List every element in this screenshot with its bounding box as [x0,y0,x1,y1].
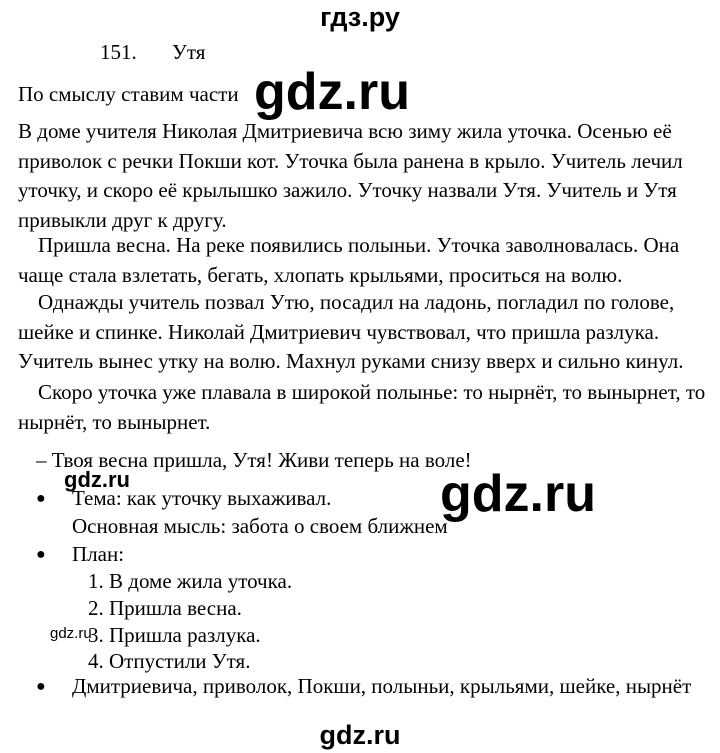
intro-text: По смыслу ставим части [18,82,239,106]
main-idea-text: Основная мысль: забота о своем ближнем [72,514,448,538]
quote-line: – Твоя весна пришла, Утя! Живи теперь на воле! [36,448,472,472]
plan-item-1: 1. В доме жила уточка. [88,569,293,593]
bullet-icon: ● [36,490,46,507]
watermark-middle: gdz.ru [440,465,596,523]
words-list: Дмитриевича, приволок, Покши, полыньи, крыльями, шейке, нырнёт [72,674,692,698]
paragraph-2 [18,231,708,290]
plan-item-2: 2. Пришла весна. [88,596,242,620]
bullet-icon: ● [36,678,46,695]
paragraph-4 [18,378,708,437]
paragraph-4-text: Скоро уточка уже плавала в широкой полынье: то нырнёт, то вынырнет, то нырнёт, то вынырнет. [18,380,706,434]
paragraph-1 [18,117,708,235]
site-footer: gdz.ru [319,720,401,750]
plan-item-4: 4. Отпустили Утя. [88,649,251,673]
bullet-icon: ● [36,546,46,563]
site-header: гдз.ру [320,2,400,32]
plan-item-3: 3. Пришла разлука. [88,623,261,647]
watermark-small: gdz.ru [64,467,130,492]
exercise-number: 151. [100,40,137,64]
paragraph-2-text: Пришла весна. На реке появились полыньи. Уточка заволновалась. Она чаще стала взлетать, бегать, хлопать крыльями, проситься на волю. [18,233,680,287]
paragraph-3 [18,288,708,377]
watermark-tiny: gdz.ru [50,625,92,642]
watermark-top: gdz.ru [254,63,410,121]
exercise-title: Утя [172,40,206,64]
plan-label: План: [72,542,125,566]
paragraph-1-text: В доме учителя Николая Дмитриевича всю зиму жила уточка. Осенью её приволок с речки Покши кот. Уточка была ранена в крыло. Учитель лечил уточку, и скоро её крылышко зажило. Уточку назвали Утя. Учитель и Утя привыкли друг к другу. [18,119,683,232]
theme-text: Тема: как уточку выхаживал. [72,486,332,510]
paragraph-3-text: Однажды учитель позвал Утю, посадил на ладонь, погладил по голове, шейке и спинке. Николай Дмитриевич чувствовал, что пришла разлука. Учитель вынес утку на волю. Махнул руками снизу вверх и сильно кинул. [18,290,684,373]
